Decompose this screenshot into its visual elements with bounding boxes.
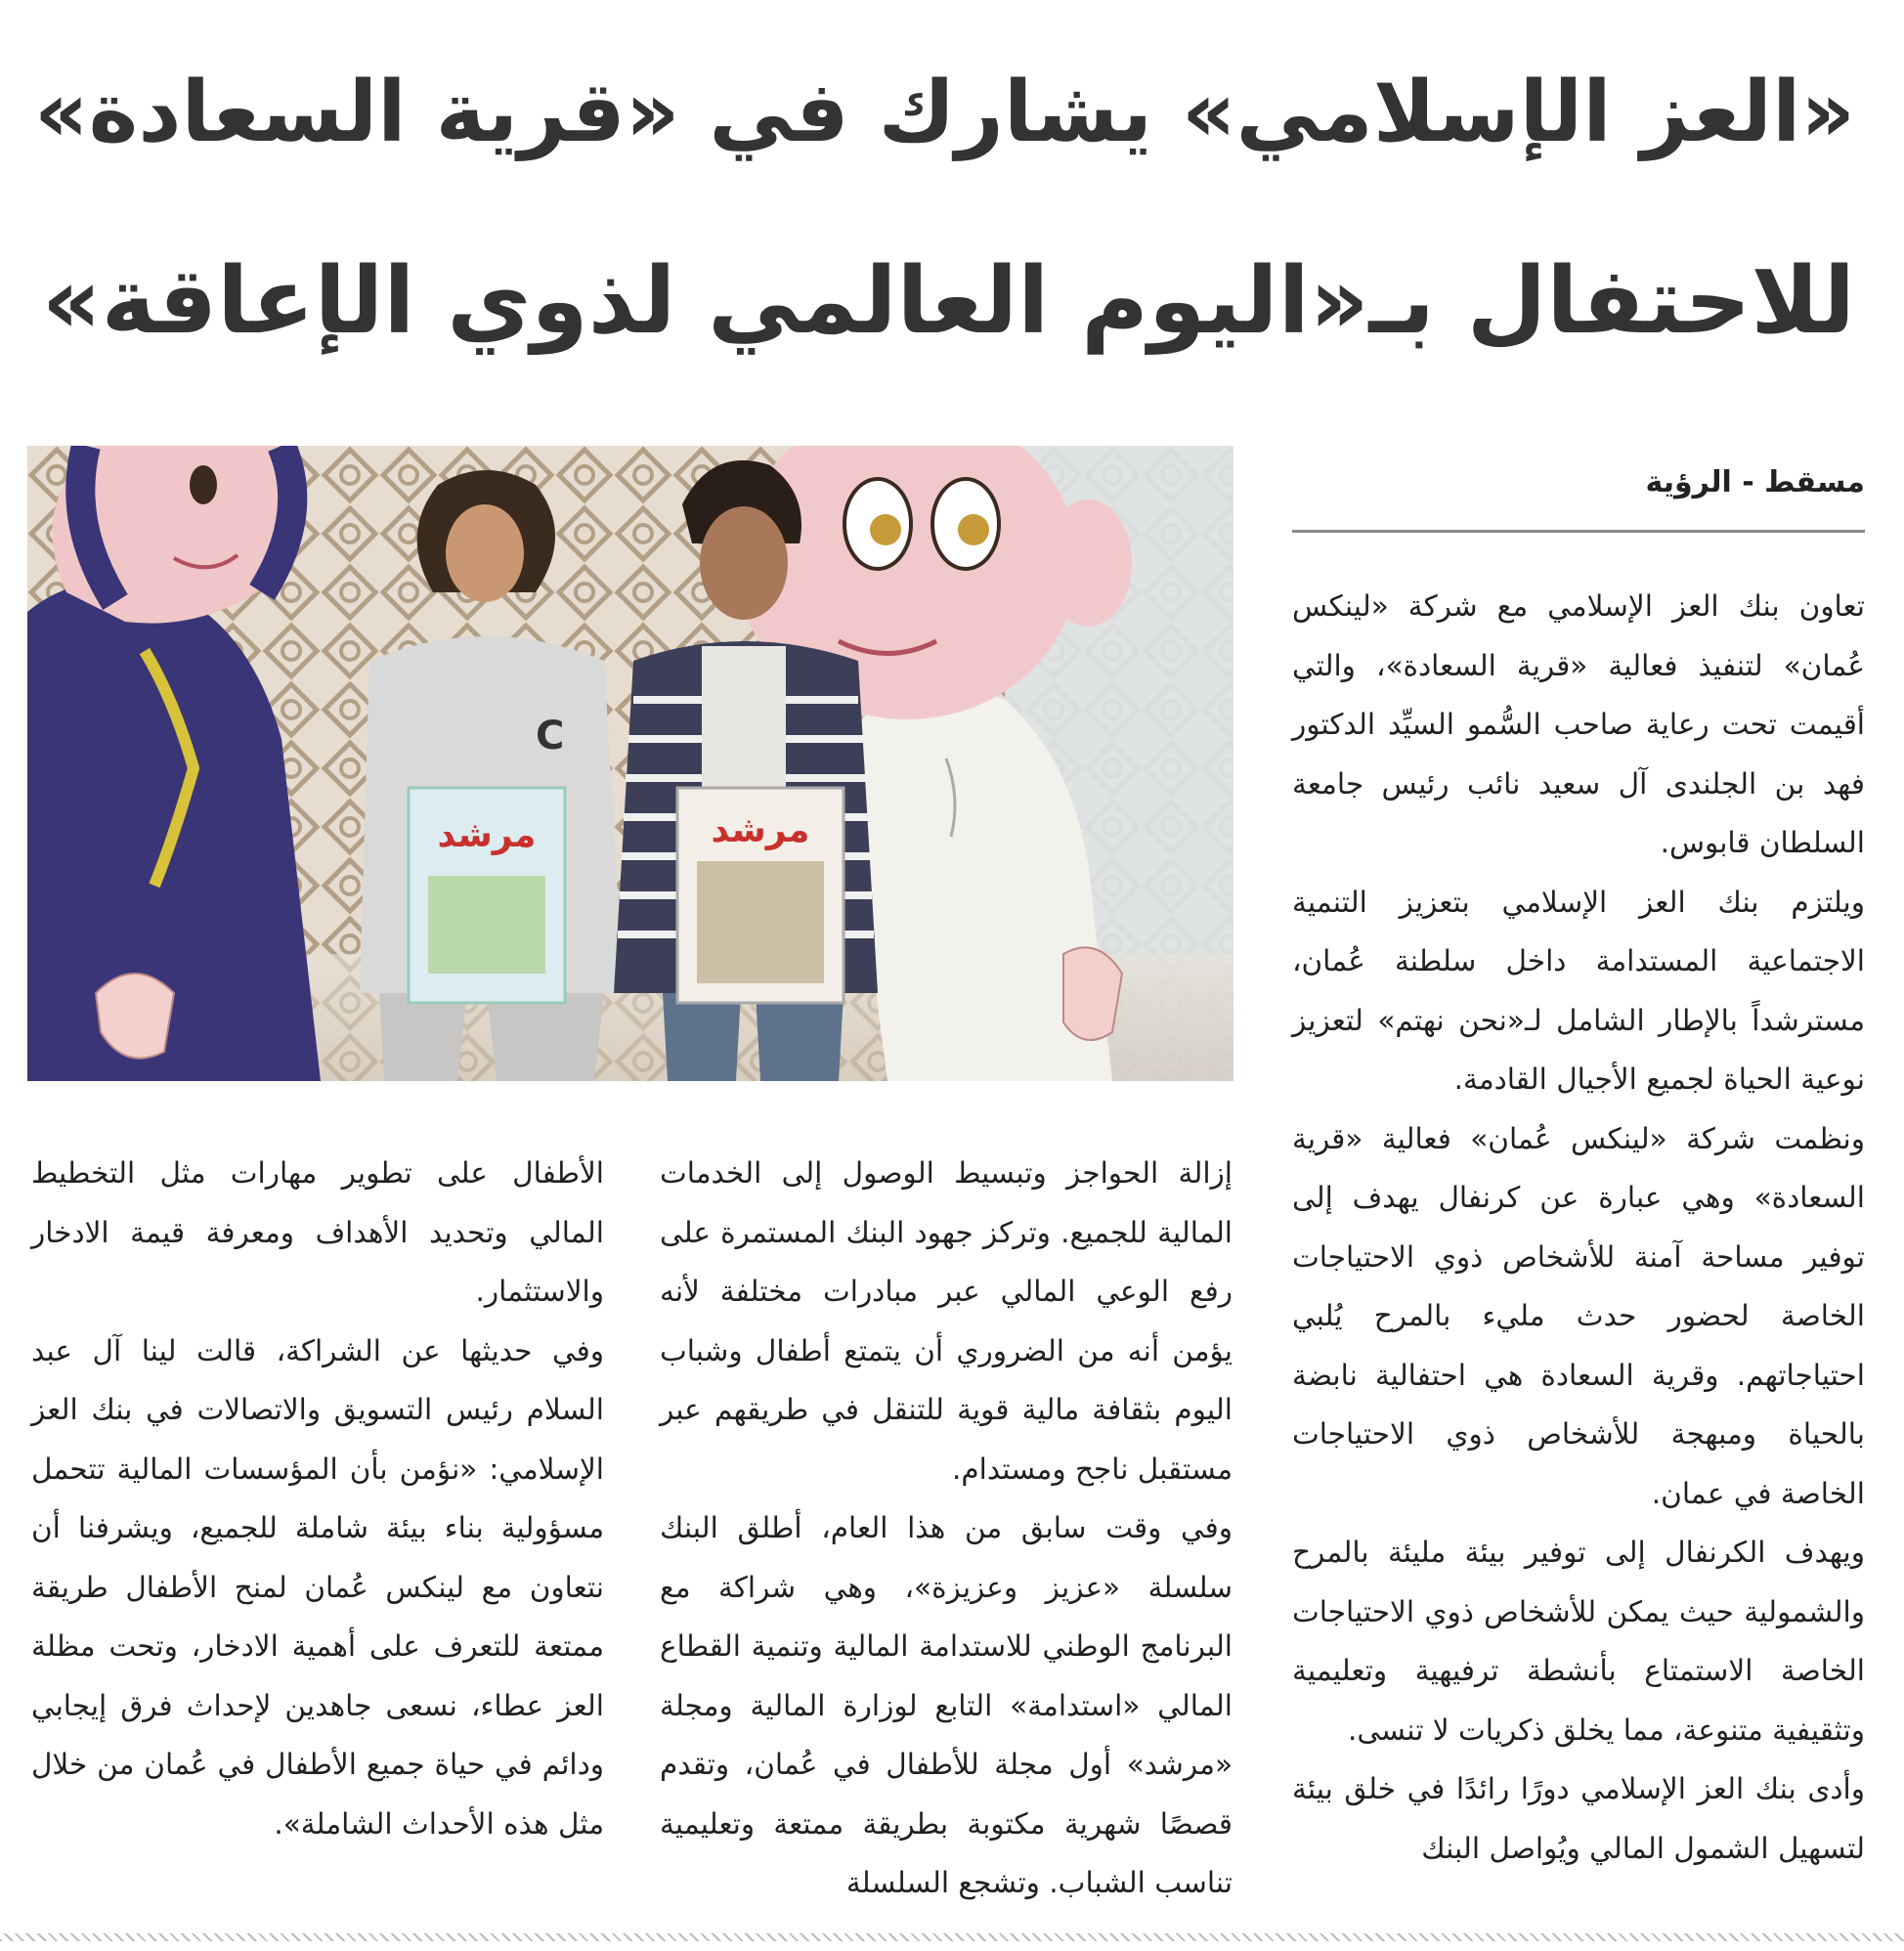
article-column-middle bbox=[660, 1144, 1233, 1913]
byline: مسقط - الرؤية bbox=[1645, 465, 1865, 499]
sweater-letter: C bbox=[536, 714, 565, 759]
paragraph: إزالة الحواجز وتبسيط الوصول إلى الخدمات المالية للجميع. وتركز جهود البنك المستمرة على رفع الوعي المالي عبر مبادرات مختلفة لأنه يؤمن أنه من الضروري أن يتمتع أطفال وشباب اليوم بثقافة مالية قوية للتنقل في طريقهم عبر مستقبل ناجح ومستدام. bbox=[660, 1156, 1233, 1486]
byline-divider bbox=[1292, 530, 1865, 533]
headline-line-2: للاحتفال بـ«اليوم العالمي لذوي الإعاقة» bbox=[41, 248, 1855, 355]
paragraph: الأطفال على تطوير مهارات مثل التخطيط المالي وتحديد الأهداف ومعرفة قيمة الادخار والاستثمار. bbox=[31, 1156, 604, 1308]
paragraph: وفي وقت سابق من هذا العام، أطلق البنك سلسلة «عزيز وعزيزة»، وهي شراكة مع البرنامج الوطني للاستدامة المالية وتنمية القطاع المالي «استدامة» التابع لوزارة المالية ومجلة «مرشد» أول مجلة للأطفال في عُمان، وتقدم قصصًا شهرية مكتوبة بطريقة ممتعة وتعليمية تناسب الشباب. وتشجع السلسلة bbox=[660, 1511, 1233, 1899]
article-photo bbox=[27, 446, 1233, 1081]
article-column-left bbox=[31, 1144, 604, 1853]
article-column-right bbox=[1292, 577, 1865, 1878]
paragraph: ويهدف الكرنفال إلى توفير بيئة مليئة بالمرح والشمولية حيث يمكن للأشخاص ذوي الاحتياجات الخاصة الاستمتاع بأنشطة ترفيهية وتعليمية وتثقيفية متنوعة، مما يخلق ذكريات لا تنسى. bbox=[1292, 1536, 1865, 1747]
magazine-left-title: مرشد bbox=[437, 815, 537, 855]
paragraph: وأدى بنك العز الإسلامي دورًا رائدًا في خلق بيئة لتسهيل الشمول المالي ويُواصل البنك bbox=[1292, 1772, 1865, 1865]
paragraph: تعاون بنك العز الإسلامي مع شركة «لينكس عُمان» لتنفيذ فعالية «قرية السعادة»، والتي أقيمت تحت رعاية صاحب السُّمو السيِّد الدكتور فهد بن الجلندى آل سعيد نائب رئيس جامعة السلطان قابوس. bbox=[1292, 589, 1865, 859]
headline-line-1: «العز الإسلامي» يشارك في «قرية السعادة» bbox=[34, 64, 1855, 161]
magazine-right-title: مرشد bbox=[711, 810, 810, 850]
paragraph: ونظمت شركة «لينكس عُمان» فعالية «قرية السعادة» وهي عبارة عن كرنفال يهدف إلى توفير مساحة آمنة للأشخاص ذوي الاحتياجات الخاصة لحضور حدث مليء بالمرح يُلبي احتياجاتهم. وقرية السعادة هي احتفالية نابضة بالحياة ومبهجة للأشخاص ذوي الاحتياجات الخاصة في عمان. bbox=[1292, 1121, 1865, 1510]
paragraph: وفي حديثها عن الشراكة، قالت لينا آل عبد السلام رئيس التسويق والاتصالات في بنك العز الإسلامي: «نؤمن بأن المؤسسات المالية تتحمل مسؤولية بناء بيئة شاملة للجميع، ويشرفنا أن نتعاون مع لينكس عُمان لمنح الأطفال طريقة ممتعة للتعرف على أهمية الادخار، وتحت مظلة العز عطاء، نسعى جاهدين لإحداث فرق إيجابي ودائم في حياة جميع الأطفال في عُمان من خلال مثل هذه الأحداث الشاملة». bbox=[31, 1333, 604, 1841]
cartoon-girl-cutout bbox=[27, 446, 321, 1081]
paragraph: ويلتزم بنك العز الإسلامي بتعزيز التنمية الاجتماعية المستدامة داخل سلطنة عُمان، مسترشداً بالإطار الشامل لـ«نحن نهتم» لتعزيز نوعية الحياة لجميع الأجيال القادمة. bbox=[1292, 885, 1865, 1096]
page-footer-border bbox=[0, 1933, 1904, 1941]
